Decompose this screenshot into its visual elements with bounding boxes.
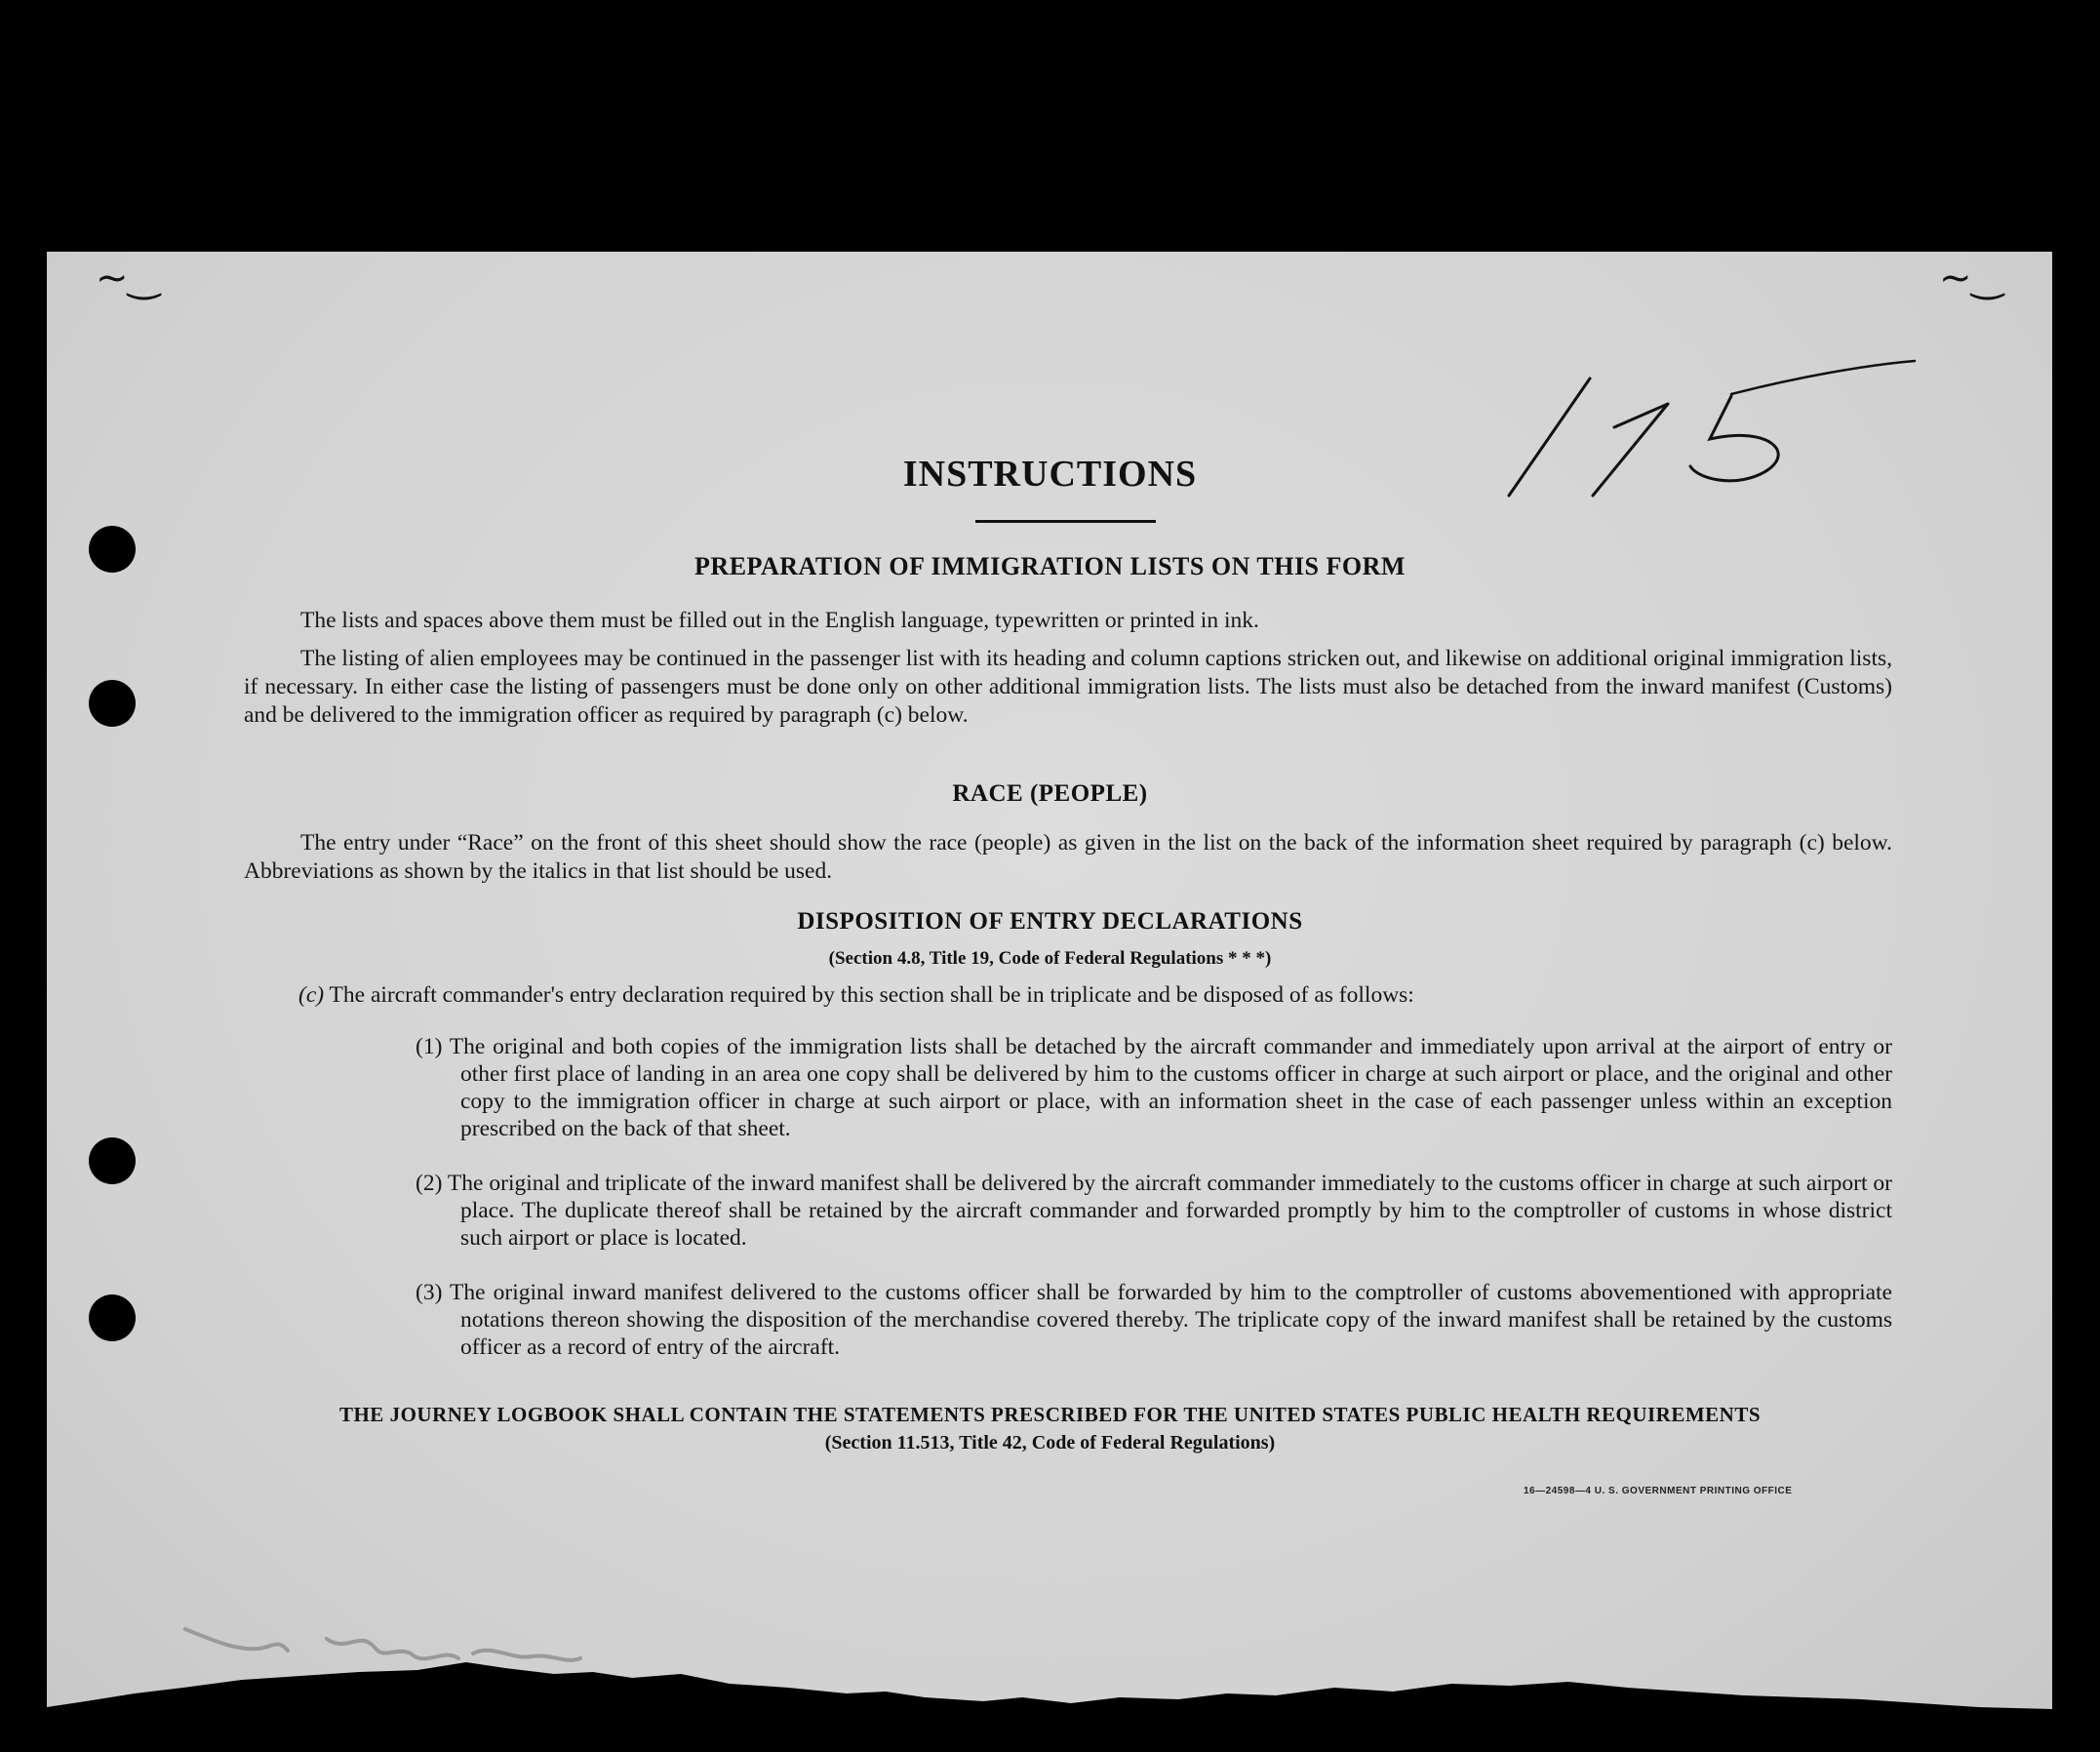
subheading-disposition: (Section 4.8, Title 19, Code of Federal Regulations * * *) — [828, 948, 1272, 969]
faint-signature — [180, 1600, 590, 1678]
heading-disposition: DISPOSITION OF ENTRY DECLARATIONS — [797, 908, 1303, 935]
punch-hole — [89, 1294, 136, 1341]
item-text: The original and triplicate of the inward manifest shall be delivered by the aircraft commander immediately to the customs officer in charge at such airport or place. The duplicate thereof shall be retained by the aircraft commander and forwarded promptly by him to the comptroller of customs in whose district such airport or place is located. — [447, 1171, 1892, 1251]
item-label: (2) — [416, 1171, 443, 1196]
title-underline — [975, 520, 1156, 523]
paragraph-lists: The lists and spaces above them must be filled out in the English language, typewritten or printed in ink. — [300, 608, 1259, 633]
heading-race: RACE (PEOPLE) — [952, 780, 1148, 807]
heading-preparation: PREPARATION OF IMMIGRATION LISTS ON THIS FORM — [694, 552, 1406, 580]
paragraph-race: The entry under “Race” on the front of this sheet should show the race (people) as given in the list on the back of the information sheet required by paragraph (c) below. Abbreviations as shown by the italics in that list should be used. — [244, 830, 1892, 884]
document-title: INSTRUCTIONS — [902, 454, 1198, 495]
paragraph-c — [298, 981, 1892, 1010]
heading-journey-logbook: THE JOURNEY LOGBOOK SHALL CONTAIN THE STATEMENTS PRESCRIBED FOR THE UNITED STATES PUBLIC HEALTH REQUIREMENTS — [338, 1403, 1762, 1426]
paragraph-c-text: The aircraft commander's entry declaration required by this section shall be in triplicate and be disposed of as follows: — [329, 982, 1414, 1008]
item-text: The original inward manifest delivered to the customs officer shall be forwarded by him to the comptroller of customs abovementioned with appropriate notations thereon showing the disposition of the merchandise covered thereby. The triplicate copy of the inward manifest shall be retained by the customs officer as a record of entry of the aircraft. — [450, 1280, 1892, 1360]
list-item — [346, 1170, 1892, 1252]
subheading-journey-logbook: (Section 11.513, Title 42, Code of Federal Regulations) — [824, 1432, 1276, 1453]
printing-office-code: 16—24598—4 U. S. GOVERNMENT PRINTING OFFICE — [1524, 1486, 1793, 1496]
paragraph-alien-employees: The listing of alien employees may be continued in the passenger list with its heading and column captions stricken out, and likewise on additional original immigration lists, if necessary. In either case the listing of passengers must be done only on other additional immigration lists. The lists must also be detached from the inward manifest (Customs) and be delivered to the immigration officer as required by paragraph (c) below. — [244, 646, 1892, 728]
list-item — [346, 1033, 1892, 1142]
paragraph-c-label: (c) — [298, 982, 325, 1008]
corner-mark-left: ~‿ — [96, 256, 160, 300]
punch-hole — [89, 680, 136, 727]
corner-mark-right: ~‿ — [1939, 256, 2003, 300]
item-text: The original and both copies of the immigration lists shall be detached by the aircraft commander and immediately upon arrival at the airport of entry or other first place of landing in an area one copy shall be delivered by him to the customs officer in charge at such airport or place, and the original and other copy to the immigration officer in charge at such airport or place, with an information sheet in the case of each passenger unless within an exception prescribed on the back of that sheet. — [449, 1034, 1892, 1141]
item-label: (1) — [416, 1034, 443, 1059]
list-item — [346, 1279, 1892, 1361]
punch-hole — [89, 1137, 136, 1184]
item-label: (3) — [416, 1280, 443, 1305]
